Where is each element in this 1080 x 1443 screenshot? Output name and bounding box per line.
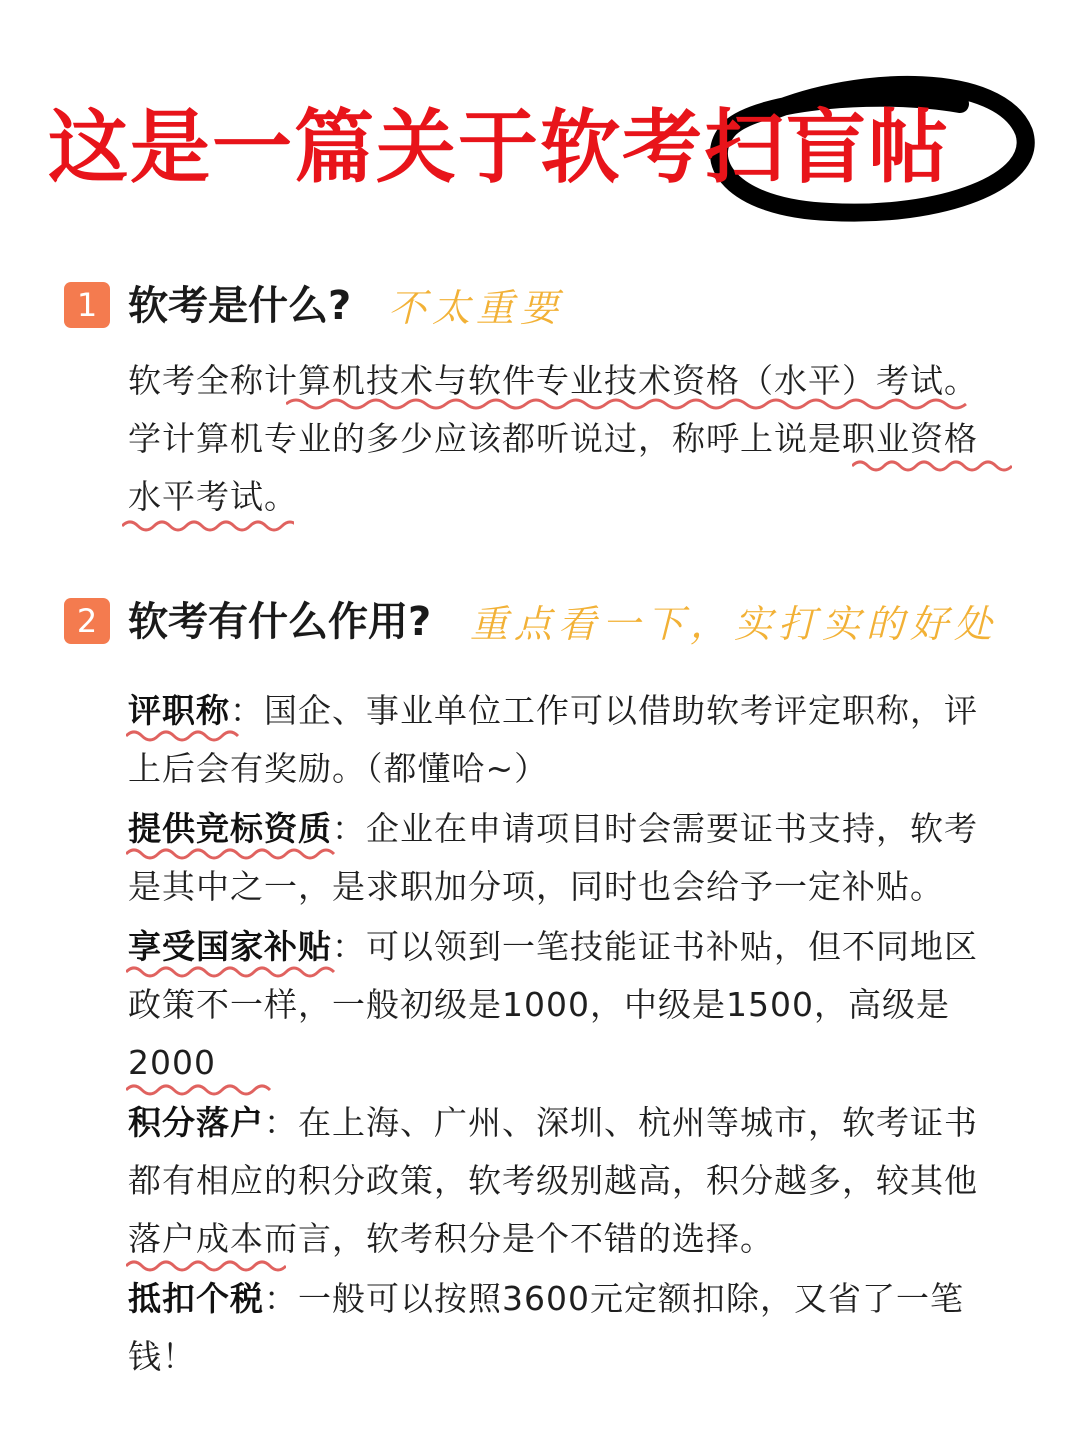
page-title: 这是一篇关于软考扫盲帖 bbox=[48, 101, 950, 194]
benefit-separator: ： bbox=[332, 927, 366, 966]
benefit-term: 抵扣个税 bbox=[128, 1279, 264, 1318]
benefit-text: 在上海、广州、深圳、杭州等城市，软考证书都有相应的积分政策，软考级别越高，积分越多，较其他落户成本而言，软考积分是个不错的选择。 bbox=[128, 1103, 978, 1258]
benefit-text: 一般可以按照3600元定额扣除，又省了一笔钱！ bbox=[128, 1279, 964, 1376]
benefit-text: 企业在申请项目时会需要证书支持，软考是其中之一，是求职加分项，同时也会给予一定补贴。 bbox=[128, 809, 978, 906]
wavy-underline-icon bbox=[122, 518, 294, 534]
section-number-badge: 1 bbox=[64, 282, 110, 328]
section-1-body: 软考全称计算机技术与软件专业技术资格（水平）考试。学计算机专业的多少应该都听说过，称呼上说是职业资格水平考试。 bbox=[128, 361, 978, 516]
benefit-text: 国企、事业单位工作可以借助软考评定职称，评上后会有奖励。（都懂哈~） bbox=[128, 691, 978, 788]
benefit-term: 评职称 bbox=[128, 691, 230, 730]
benefit-separator: ： bbox=[264, 1103, 298, 1142]
benefit-term: 提供竞标资质 bbox=[128, 809, 332, 848]
section-note: 不太重要 bbox=[388, 286, 565, 330]
benefit-term: 享受国家补贴 bbox=[128, 927, 332, 966]
benefit-separator: ： bbox=[332, 809, 366, 848]
wavy-underline-icon bbox=[126, 846, 340, 862]
title-area bbox=[0, 70, 1080, 230]
section-title: 软考是什么? bbox=[128, 283, 352, 329]
benefit-item bbox=[128, 1094, 1008, 1268]
wavy-underline-icon bbox=[126, 728, 242, 744]
benefit-term: 积分落户 bbox=[128, 1103, 264, 1142]
wavy-underline-icon bbox=[126, 964, 340, 980]
benefit-text: 可以领到一笔技能证书补贴，但不同地区政策不一样，一般初级是1000，中级是1500，高级是2000 bbox=[128, 927, 978, 1082]
benefit-item bbox=[128, 918, 1008, 1092]
section-note: 重点看一下，实打实的好处 bbox=[470, 602, 999, 646]
section-number-badge: 2 bbox=[64, 598, 110, 644]
benefit-separator: ： bbox=[230, 691, 264, 730]
section-title: 软考有什么作用? bbox=[128, 599, 432, 645]
wavy-underline-icon bbox=[286, 396, 976, 412]
benefit-item bbox=[128, 682, 1008, 798]
benefit-item bbox=[128, 1270, 1008, 1386]
wavy-underline-icon bbox=[852, 458, 1012, 474]
benefit-separator: ： bbox=[264, 1279, 298, 1318]
